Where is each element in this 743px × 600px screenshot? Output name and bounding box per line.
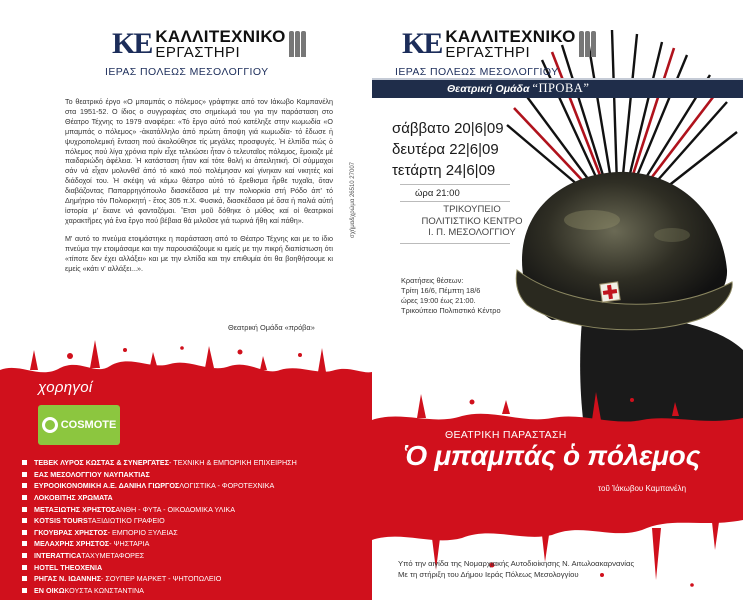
divider <box>400 184 510 185</box>
list-item: ΤΕΒΕΚ ΛΥΡΟΣ ΚΩΣΤΑΣ & ΣΥΝΕΡΓΑΤΕΣ - ΤΕΧΝΙΚΗ & ΕΜΠΟΡΙΚΗ ΕΠΙΧΕΙΡΗΣΗ <box>22 457 367 469</box>
square-bullet-icon <box>22 541 27 546</box>
intro-text <box>65 97 333 281</box>
play-author: τοῦ Ἰάκωβου Καμπανέλη <box>598 484 687 493</box>
list-item: ΜΕΛΑΧΡΗΣ ΧΡΗΣΤΟΣ - ΨΗΣΤΑΡΙΑ <box>22 538 367 550</box>
divider <box>400 201 510 202</box>
divider <box>400 243 510 244</box>
square-bullet-icon <box>22 518 27 523</box>
list-item: INTERATTICA ΤΑΧΥΜΕΤΑΦΟΡΕΣ <box>22 550 367 562</box>
troupe-band <box>372 78 743 98</box>
square-bullet-icon <box>22 565 27 570</box>
list-item: ΕΝ ΟΙΚΩ ΚΟΥΣΤΑ ΚΩΝΣΤΑΝΤΙΝΑ <box>22 585 367 597</box>
patronage: Υπό την αιγίδα της Νομαρχιακής Αυτοδιοίκησης Ν. Αιτωλοακαρνανίας Με τη στήριξη του Δήμου Ιεράς Πόλεως Μεσολογγίου <box>398 559 635 579</box>
logo-city: ΙΕΡΑΣ ΠΟΛΕΩΣ ΜΕΣΟΛΟΓΓΙΟΥ <box>105 66 269 78</box>
org-logo-left <box>105 27 306 78</box>
performance-dates <box>392 118 504 181</box>
cosmote-label: COSMOTE <box>60 419 117 431</box>
right-panel <box>372 0 743 600</box>
cosmote-logo <box>38 405 120 445</box>
list-item: ΜΕΤΑΞΙΩΤΗΣ ΧΡΗΣΤΟΣ ΑΝΘΗ - ΦΥΤΑ - ΟΙΚΟΔΟΜΙΚΑ ΥΛΙΚΑ <box>22 503 367 515</box>
logo-line2: ΕΡΓΑΣΤΗΡΙ <box>445 44 531 61</box>
square-bullet-icon <box>22 530 27 535</box>
list-item: ΛΟΚΟΒΙΤΗΣ ΧΡΩΜΑΤΑ <box>22 492 367 504</box>
square-bullet-icon <box>22 472 27 477</box>
org-logo-right <box>395 27 596 78</box>
logo-line1: ΚΑΛΛΙΤΕΧΝΙΚΟ <box>155 27 286 46</box>
square-bullet-icon <box>22 460 27 465</box>
intro-paragraph: Μ' αυτό το πνεύμα ετοιμάστηκε η παράσταση από το Θέατρο Τέχνης και με το ίδιο πνεύμα την ετοιμάσαμε και την παρουσιάζουμε κι εμείς με την πικρή διαπίστωση ότι «τίποτε δεν έχει αλλάξει» και με την ελπίδα και την επιθυμία ότι θα βοηθήσουμε κι εμείς «κάτι ν' αλλάξει...». <box>65 233 333 273</box>
play-title: Ὁ μπαμπάς ὁ πόλεμος <box>404 440 701 471</box>
sponsor-list <box>22 457 367 596</box>
cosmote-ring-icon <box>42 417 58 433</box>
troupe-name: “ΠΡΟΒΑ” <box>532 81 590 95</box>
list-item: ΕΥΡΟΟΙΚΟΝΟΜΙΚΗ Α.Ε. ΔΑΝΙΗΛ ΓΙΩΡΓΟΣ ΛΟΓΙΣΤΙΚΑ - ΦΟΡΟΤΕΧΝΙΚΑ <box>22 480 367 492</box>
intro-signature: Θεατρική Ομάδα «πρόβα» <box>228 323 315 332</box>
square-bullet-icon <box>22 553 27 558</box>
list-item: ΓΚΟΥΒΡΑΣ ΧΡΗΣΤΟΣ - ΕΜΠΟΡΙΟ ΞΥΛΕΙΑΣ <box>22 527 367 539</box>
square-bullet-icon <box>22 576 27 581</box>
square-bullet-icon <box>22 588 27 593</box>
list-item: ΡΗΓΑΣ Ν. ΙΩΑΝΝΗΣ - ΣΟΥΠΕΡ ΜΑΡΚΕΤ - ΨΗΤΟΠΩΛΕΙΟ <box>22 573 367 585</box>
date-item: σάββατο 20|6|09 <box>392 120 504 137</box>
booking-info: Κρατήσεις θέσεων: Τρίτη 16/6, Πέμπτη 18/6 ώρες 19:00 έως 21:00. Τρικούπειο Πολιτιστικό Κέντρο <box>401 276 501 315</box>
sponsors-title: χορηγοί <box>38 379 93 396</box>
venue: ΤΡΙΚΟΥΠΕΙΟ ΠΟΛΙΤΙΣΤΙΚΟ ΚΕΝΤΡΟ Ι. Π. ΜΕΣΟΛΟΓΓΙΟΥ <box>421 204 523 238</box>
intro-paragraph: Το θεατρικό έργο «Ο μπαμπάς ο πόλεμος» γράφτηκε από τον Ιάκωβο Καμπανέλη στα 1951-52. Ο ίδιος ο συγγραφέας στο σημείωμά του για την παράσταση στο Θέατρο Τέχνης το 1979 αναφέρει: «Τό ἔργο αὐτό πού κατέληξε στην κωμωδία «Ο μπαμπάς ο πόλεμος» -ἀκατάλληλο ἀπό πρώτη ἄποψη γιά κωμωδία- τό ἔδωσε ἡ ψυχροπολεμική ἔνταση πού ἀκολούθησε τίς μεγάλες προσφυγές. Ἡ ἐλπίδα πώς ὁ πόλεμος πού λίγα χρόνια πρίν εἶχε τελειώσει ἦταν ὁ τελευταῖος πόλεμος, ἔμοιαζε μέ παιδαριώδη ἀφέλεια. Ἡ κατάσταση ἦταν καί τότε θολή κι ἀπειλητική. Οἱ σύμμαχοι σάν νά εἶχαν μολυνθεῖ ἀπό τό κακό πού πολέμησαν καί γίνηκαν καί νικητές καί διάδοχοί του. Ἡ σκέψη νά κάμω θέατρο αὐτό τό ἔρεθισμα ἦρθε τυχαῖα, ὅταν διαβάζοντας Παπαρρηγόπουλο διασκέδασα μέ την πολιορκία στή Ρόδο ἀπ' τό Δημήτριο τόν Πολιορκητή - ἔτος 305 π.Χ. Φυσικά, διασκέδασα μέ ὅσα ἡ παλιά αὐτή ἱστορία μ' ἔκανε νά φανταζόμαι. Ἔτσι μοῦ δόθηκε ὁ μύθος καί οἱ θεατρικοί χαρακτῆρες γιά ἕνα ἔργο πού βέβαια θά μιλοῦσε γιά τωρινά ἤθη καί πάθη». <box>65 97 333 225</box>
logo-line2: ΕΡΓΑΣΤΗΡΙ <box>155 44 241 61</box>
print-credit: σχήμα&χρώμα 26510 27007 <box>350 162 356 238</box>
play-subtitle: ΘΕΑΤΡΙΚΗ ΠΑΡΑΣΤΑΣΗ <box>445 429 567 441</box>
logo-monogram: KE <box>112 27 152 60</box>
square-bullet-icon <box>22 507 27 512</box>
logo-line1: ΚΑΛΛΙΤΕΧΝΙΚΟ <box>445 27 576 46</box>
list-item: KOTSIS TOURS ΤΑΞΙΔΙΩΤΙΚΟ ΓΡΑΦΕΙΟ <box>22 515 367 527</box>
square-bullet-icon <box>22 483 27 488</box>
logo-city: ΙΕΡΑΣ ΠΟΛΕΩΣ ΜΕΣΟΛΟΓΓΙΟΥ <box>395 66 559 78</box>
logo-monogram: KE <box>402 27 442 60</box>
statue-figures-icon <box>579 31 596 57</box>
list-item: ΕΑΣ ΜΕΣΟΛΟΓΓΙΟΥ ΝΑΥΠΑΚΤΙΑΣ <box>22 469 367 481</box>
statue-figures-icon <box>289 31 306 57</box>
date-item: δευτέρα 22|6|09 <box>392 141 499 158</box>
square-bullet-icon <box>22 495 27 500</box>
troupe-label: Θεατρική Ομάδα “ΠΡΟΒΑ” <box>447 81 590 95</box>
list-item: HOTEL THEOXENIA <box>22 561 367 573</box>
performance-time: ώρα 21:00 <box>415 188 460 199</box>
date-item: τετάρτη 24|6|09 <box>392 162 496 179</box>
